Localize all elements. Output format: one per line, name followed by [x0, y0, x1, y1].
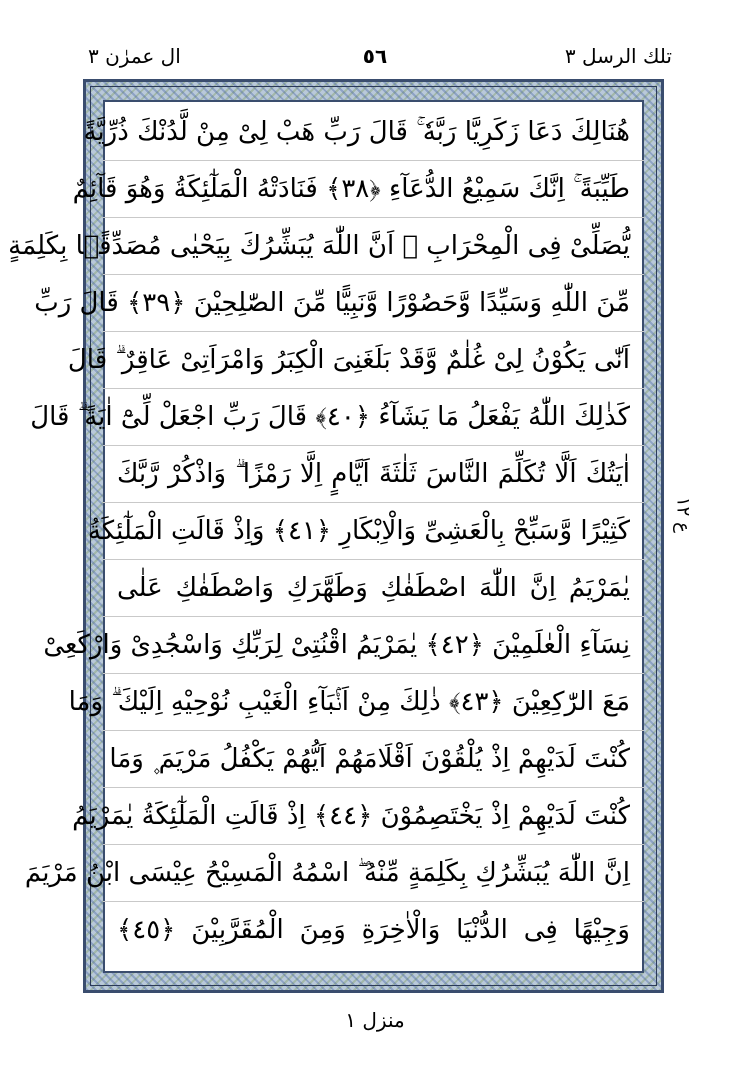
- verse-line-1: هُنَالِكَ دَعَا زَكَرِيَّا رَبَّهٗ ۚ قَالَ رَبِّ هَبْ لِىْ مِنْ لَّدُنْكَ ذُرِّيَّةً: [83, 117, 630, 147]
- verse-line-14: اِنَّ اللّٰهَ يُبَشِّرُكِ بِكَلِمَةٍ مِّنْهُ ۖ اسْمُهُ الْمَسِيْحُ عِيْسَى ابْنُ مَرْيَمَ: [24, 858, 630, 888]
- verse-line-13: كُنْتَ لَدَيْهِمْ اِذْ يَخْتَصِمُوْنَ ﴿٤٤﴾ اِذْ قَالَتِ الْمَلٰٓئِكَةُ يٰمَرْيَمُ: [72, 801, 630, 831]
- verse-line-5: اَنّٰى يَكُوْنُ لِىْ غُلٰمٌ وَّقَدْ بَلَغَنِىَ الْكِبَرُ وَامْرَاَتِىْ عَاقِرٌ ۗ قَالَ: [67, 345, 630, 375]
- verse-line-6: كَذٰلِكَ اللّٰهُ يَفْعَلُ مَا يَشَآءُ ﴿٤٠﴾ قَالَ رَبِّ اجْعَلْ لِّىْٓ اٰيَةً ۗ قَالَ: [30, 402, 630, 432]
- manzil-footer: منزل ١: [345, 1008, 405, 1032]
- line-divider: [103, 844, 644, 845]
- surah-name: ال عمرٰن ٣: [88, 44, 181, 68]
- line-divider: [103, 160, 644, 161]
- ruku-marker-text: ع ١٢: [672, 497, 694, 533]
- line-divider: [103, 616, 644, 617]
- line-divider: [103, 502, 644, 503]
- verse-line-4: مِّنَ اللّٰهِ وَسَيِّدًا وَّحَصُوْرًا وَّنَبِيًّا مِّنَ الصّٰلِحِيْنَ ﴿٣٩﴾ قَالَ رَبِّ: [34, 288, 630, 318]
- line-divider: [103, 787, 644, 788]
- verse-line-12: كُنْتَ لَدَيْهِمْ اِذْ يُلْقُوْنَ اَقْلَامَهُمْ اَيُّهُمْ يَكْفُلُ مَرْيَمَ ۪ وَمَا: [109, 744, 630, 774]
- verse-line-10: نِسَآءِ الْعٰلَمِيْنَ ﴿٤٢﴾ يٰمَرْيَمُ اقْنُتِىْ لِرَبِّكِ وَاسْجُدِىْ وَارْكَعِىْ: [43, 630, 630, 660]
- line-divider: [103, 559, 644, 560]
- ruku-marker: [672, 480, 694, 550]
- line-divider: [103, 274, 644, 275]
- verse-line-3: يُّصَلِّىْ فِى الْمِحْرَابِ ۙ اَنَّ اللّٰهَ يُبَشِّرُكَ بِيَحْيٰى مُصَدِّقًۢا بِكَلِمَةٍ: [8, 231, 630, 261]
- line-divider: [103, 217, 644, 218]
- verse-line-7: اٰيَتُكَ اَلَّا تُكَلِّمَ النَّاسَ ثَلٰثَةَ اَيَّامٍ اِلَّا رَمْزًا ۗ وَاذْكُرْ رَّبَّكَ: [117, 459, 630, 489]
- verse-line-8: كَثِيْرًا وَّسَبِّحْ بِالْعَشِىِّ وَالْاِبْكَارِ ﴿٤١﴾ وَاِذْ قَالَتِ الْمَلٰٓئِكَةُ: [87, 516, 630, 546]
- page-number: ٥٦: [362, 44, 388, 68]
- verse-line-9: يٰمَرْيَمُ اِنَّ اللّٰهَ اصْطَفٰكِ وَطَهَّرَكِ وَاصْطَفٰكِ عَلٰى: [117, 573, 630, 603]
- verse-lines: [8, 100, 644, 973]
- verse-line-2: طَيِّبَةً ۚ اِنَّكَ سَمِيْعُ الدُّعَآءِ ﴿٣٨﴾ فَنَادَتْهُ الْمَلٰٓئِكَةُ وَهُوَ قَآئِمٌ: [72, 174, 630, 204]
- line-divider: [103, 901, 644, 902]
- line-divider: [103, 331, 644, 332]
- page-header: [0, 0, 750, 80]
- verse-line-15: وَجِيْهًا فِى الدُّنْيَا وَالْاٰخِرَةِ وَمِنَ الْمُقَرَّبِيْنَ ﴿٤٥﴾: [117, 915, 630, 945]
- verse-line-11: مَعَ الرّٰكِعِيْنَ ﴿٤٣﴾ ذٰلِكَ مِنْ اَنْۢبَآءِ الْغَيْبِ نُوْحِيْهِ اِلَيْكَ ۗ وَمَا: [68, 687, 630, 717]
- line-divider: [103, 388, 644, 389]
- line-divider: [103, 445, 644, 446]
- juz-name: تلك الرسل ٣: [564, 44, 672, 68]
- line-divider: [103, 673, 644, 674]
- line-divider: [103, 730, 644, 731]
